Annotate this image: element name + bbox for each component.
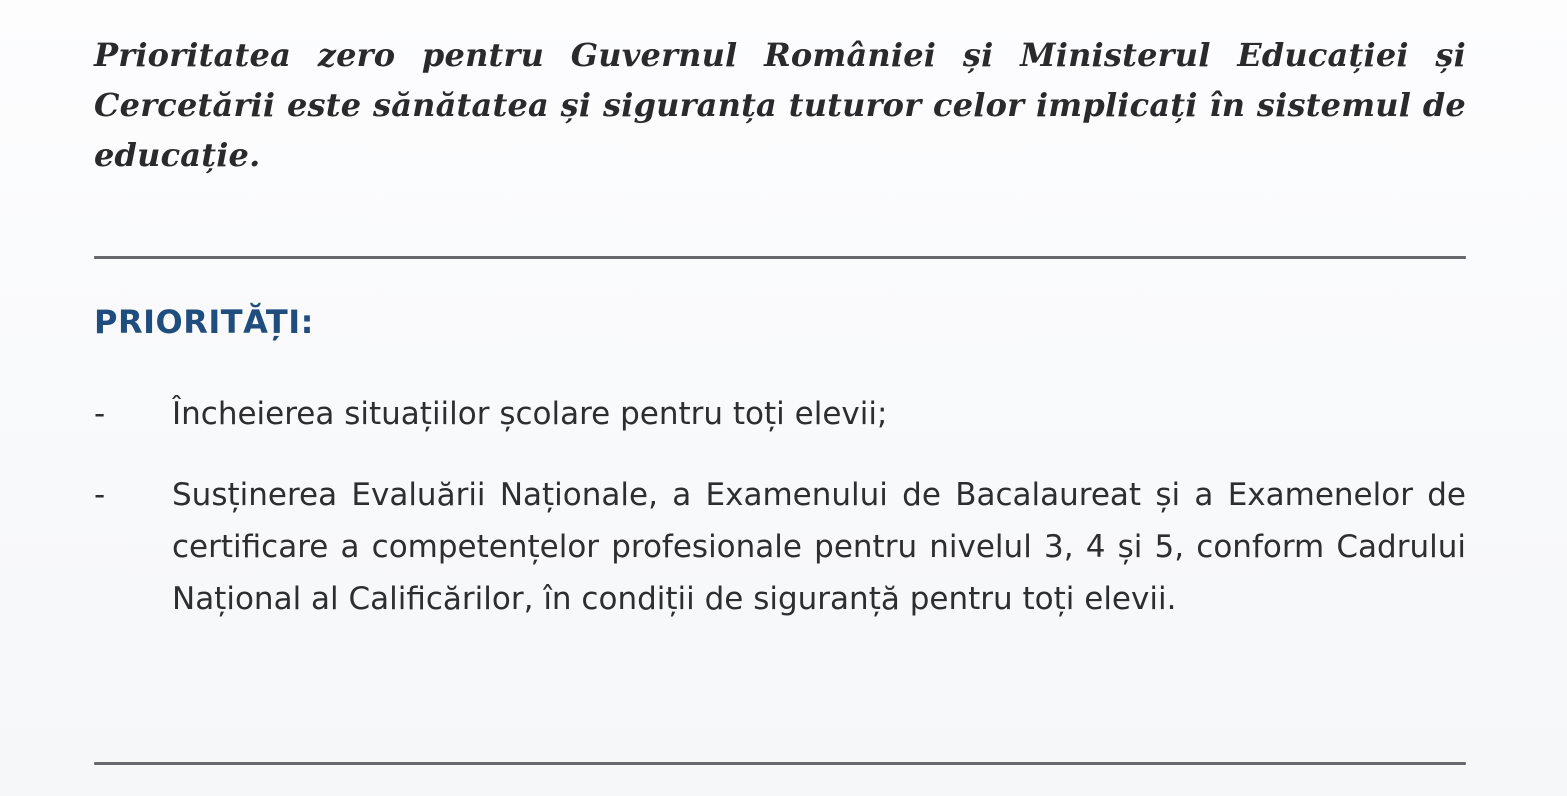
priorities-list bbox=[94, 388, 1466, 654]
list-item bbox=[94, 388, 1466, 440]
bullet-dash: - bbox=[94, 396, 106, 432]
bullet-dash: - bbox=[94, 477, 106, 513]
list-item-text: Încheierea situațiilor școlare pentru toți elevii; bbox=[172, 396, 888, 432]
list-item bbox=[94, 469, 1466, 625]
list-item-text: Susținerea Evaluării Naționale, a Examenului de Bacalaureat și a Examenelor de certificare a competențelor profesionale pentru nivelul 3, 4 și 5, conform Cadrului Național al Calificărilor, în condiții de siguranță pentru toți elevii. bbox=[172, 477, 1466, 617]
priorities-heading: PRIORITĂȚI: bbox=[94, 303, 314, 341]
intro-paragraph: Prioritatea zero pentru Guvernul României și Ministerul Educației și Cercetării este sănătatea și siguranța tuturor celor implicați în sistemul de educație. bbox=[94, 36, 1466, 174]
horizontal-divider-top bbox=[94, 256, 1466, 259]
horizontal-divider-bottom bbox=[94, 762, 1466, 765]
